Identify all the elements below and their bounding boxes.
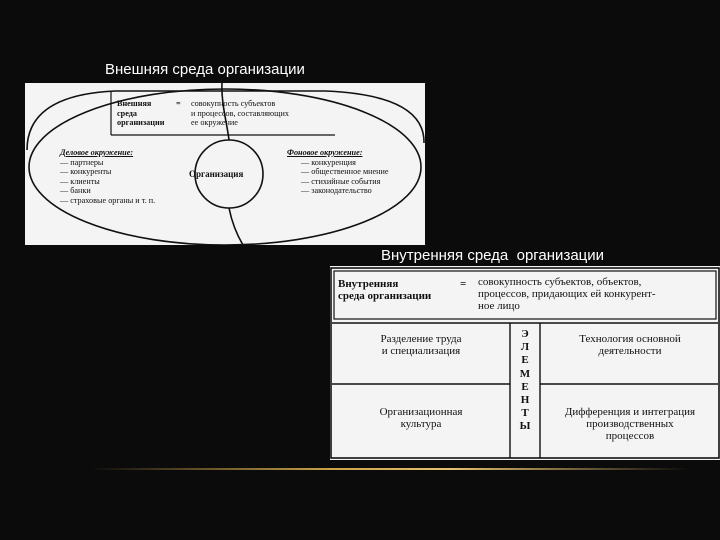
internal-definition-text: совокупность субъектов, объектов, процессов, придающих ей конкурент- ное лицо [478,276,656,312]
cell-division-of-labor: Разделение труда и специализация [380,333,462,357]
elements-letter: М [519,367,531,380]
internal-environment-caption: Внутренняя среда организации [381,247,605,264]
decorative-gold-line [90,468,690,470]
business-item: — конкуренты [60,167,112,177]
elements-letter: Е [521,354,529,367]
elements-letter: Э [521,328,529,340]
background-environment-list [287,158,389,196]
cell-organizational-culture: Организационная культура [379,406,463,430]
elements-letter: Ы [519,420,531,433]
business-environment-list [60,158,155,206]
lower-divider [229,208,243,245]
background-environment-title: Фоновое окружение: [287,148,363,157]
cell-differentiation-integration: Дифференция и интеграция производственных процессов [564,406,696,442]
organization-label: Организация [189,169,244,179]
background-item: — общественное мнение [301,167,389,177]
cell-core-technology: Технология основной деятельности [579,333,681,357]
business-environment [60,148,155,206]
business-item: — страховые органы и т. п. [60,195,156,205]
external-environment-diagram [25,83,425,245]
external-environment-caption: Внешняя среда организации [105,61,305,78]
elements-letter: Т [521,407,529,420]
internal-definition-term: Внутренняя среда организации [338,278,432,302]
business-item: — партнеры [60,157,104,167]
background-item: — законодательство [301,186,372,196]
internal-definition-eq: = [460,278,467,290]
business-environment-title: Деловое окружение: [60,148,134,157]
elements-letter: Е [521,380,529,393]
external-definition-eq: = [176,99,181,108]
background-item: — конкуренция [301,157,356,167]
elements-letter: Н [520,394,530,407]
business-item: — клиенты [60,176,100,186]
background-item: — стихийные события [301,176,381,186]
elements-vertical-label [511,328,539,434]
internal-environment-diagram [330,266,720,460]
elements-letter: Л [520,341,530,354]
business-item: — банки [60,186,91,196]
background-environment [287,148,389,196]
external-definition-term: Внешняя среда организации [117,99,165,128]
external-definition-text: совокупность субъектов и процессов, составляющих ее окружение [191,99,289,128]
